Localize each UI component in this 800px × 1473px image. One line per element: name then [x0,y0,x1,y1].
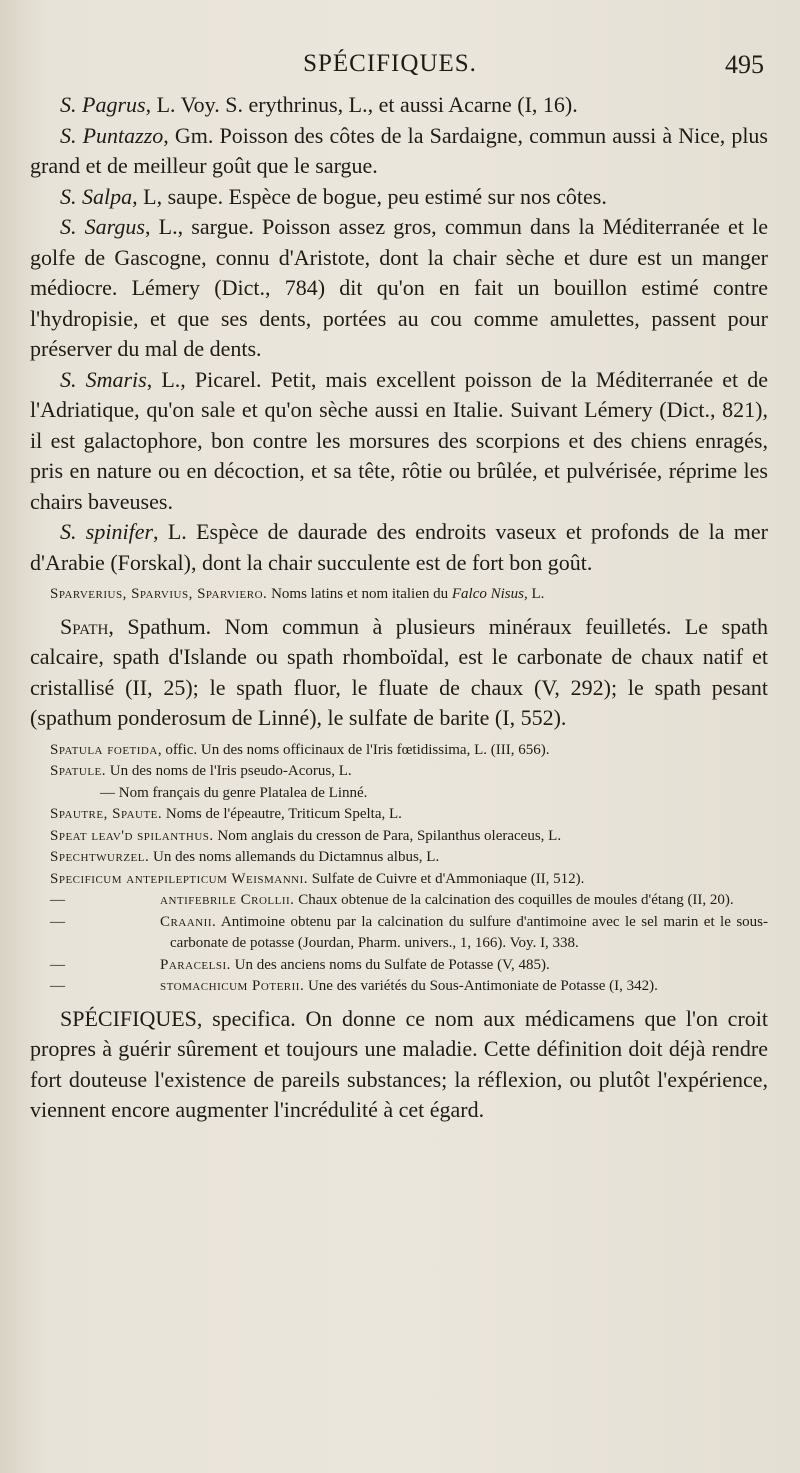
entry-head: S. spinifer [60,519,154,544]
entry-text: , offic. Un des noms officinaux de l'Iris fœtidissima, L. (III, 656). [157,741,550,758]
entry-spatule-2 [30,783,768,805]
entry-text: Nom français du genre Platalea de Linné. [115,784,368,801]
entry-specifiques [30,1004,768,1126]
entry-text: , specifica. On donne ce nom aux médicamens que l'on croit propres à guérir sûrement et toujours une maladie. Cette définition doit déjà rendre fort douteuse l'existence de pareils substances; la réflexion, ou plutôt l'expérience, viennent encore augmenter l'incrédulité à cet égard. [30,1005,768,1122]
dash: — [50,892,65,908]
entry-head: Paracelsi. [160,956,231,973]
entry-text: Un des anciens noms du Sulfate de Potasse (V, 485). [230,956,550,973]
entry-text: Sulfate de Cuivre et d'Ammoniaque (II, 512). [308,870,585,887]
entry-puntazzo [30,121,768,182]
entry-spatula [30,740,768,762]
dash: — [50,913,65,930]
sub-entry-craanii [30,912,768,955]
entry-head: Craanii. [160,913,217,930]
entry-pagrus [30,90,768,121]
entry-head: stomachicum Poterii. [160,978,305,994]
entry-head: Specificum antepilepticum Weismanni. [50,870,309,887]
entry-head: SPÉCIFIQUES [60,1005,197,1031]
entry-salpa [30,182,768,213]
page-header [0,50,800,86]
entry-text: Noms latins et nom italien du [267,586,452,602]
entry-tail: , L. [523,586,545,602]
entry-smaris [30,365,768,518]
entry-head: Spatule. [50,763,107,779]
entry-text: Noms de l'épeautre, Triticum Spelta, L. [162,806,402,822]
sub-entry-paracelsi [30,955,768,977]
entry-head: Speat leav'd spilanthus. [50,827,214,844]
entry-head: Spautre, Spaute. [50,806,163,822]
page-body [30,90,768,1126]
entry-text: , L., Picarel. Petit, mais excellent poisson de la Méditerranée et de l'Adriatique, qu'on sale et qu'on sèche aussi en Italie. Suivant Lémery (Dict., 821), il est galactophore, bon contre les morsures des scorpions et des chiens enragés, pris en nature ou en décoction, et sa tête, rôtie ou brûlée, et pulvérisée, réprime les chairs baveuses. [30,366,768,514]
entry-term: Falco Nisus [451,586,524,602]
entry-head: S. Smaris [60,366,147,392]
dash: — [50,956,65,973]
entry-head: Spath [60,613,109,639]
entry-text: Un des noms de l'Iris pseudo-Acorus, L. [106,763,352,779]
entry-head: S. Salpa [60,183,133,209]
entry-spinifer [30,517,768,578]
entry-text: Une des variétés du Sous-Antimoniate de Potasse (I, 342). [304,978,658,994]
entry-text: , L. Espèce de daurade des endroits vaseux et profonds de la mer d'Arabie (Forskal), dont la chair succulente est de fort bon goût. [30,519,768,575]
entry-text: Nom anglais du cresson de Para, Spilanthus oleraceus, L. [213,827,562,844]
entry-text: Antimoine obtenu par la calcination du sulfure d'antimoine avec le sel marin et le sous-carbonate de potasse (Jourdan, Pharm. univers., 1, 166). Voy. I, 338. [170,913,768,951]
sub-entry-stomachicum [30,976,768,998]
entry-head: S. Puntazzo [60,122,164,148]
entry-text: , L. Voy. S. erythrinus, L., et aussi Acarne (I, 16). [145,92,578,117]
entry-spechtwurzel [30,847,768,869]
entry-sparverius [30,584,768,606]
entry-text: , L., sargue. Poisson assez gros, commun dans la Méditerranée et le golfe de Gascogne, connu d'Aristote, dont la chair sèche et dure est un manger médiocre. Lémery (Dict., 784) dit qu'on en fait un bouillon estimé contre l'hydropisie, et que ses dents, portées au cou comme amulettes, passent pour préserver du mal de dents. [30,214,768,361]
entry-speat [30,826,768,848]
dash: — [50,978,65,994]
entry-text: , L, saupe. Espèce de bogue, peu estimé sur nos côtes. [132,183,607,209]
entry-head: — [100,784,115,801]
entry-specificum [30,869,768,891]
entry-sargus [30,212,768,365]
entry-head: S. Pagrus [60,92,146,117]
entry-head: Sparverius, Sparvius, Sparviero. [50,586,268,602]
entry-spath [30,612,768,734]
entry-text: Un des noms allemands du Dictamnus albus, L. [149,849,440,865]
entry-spautre [30,804,768,826]
entry-head: Spatula foetida [50,741,158,758]
entry-text: , Spathum. Nom commun à plusieurs minéraux feuilletés. Le spath calcaire, spath d'Islande ou spath rhomboïdal, est le carbonate de chaux natif et cristallisé (II, 25); le spath fluor, le fluate de chaux (V, 292); le spath pesant (spathum ponderosum de Linné), le sulfate de barite (I, 552). [30,613,768,730]
sub-entry-antifebrile [30,890,768,912]
entry-text: Chaux obtenue de la calcination des coquilles de moules d'étang (II, 20). [294,892,734,908]
entry-head: Spechtwurzel. [50,849,150,865]
page-number: 495 [725,50,764,79]
entry-head: antifebrile Crollii. [160,892,295,908]
entry-text: , Gm. Poisson des côtes de la Sardaigne, commun aussi à Nice, plus grand et de meilleur goût que le sargue. [30,122,768,178]
entry-head: S. Sargus [60,214,145,239]
running-title: SPÉCIFIQUES. [303,50,477,77]
entry-spatule [30,761,768,783]
